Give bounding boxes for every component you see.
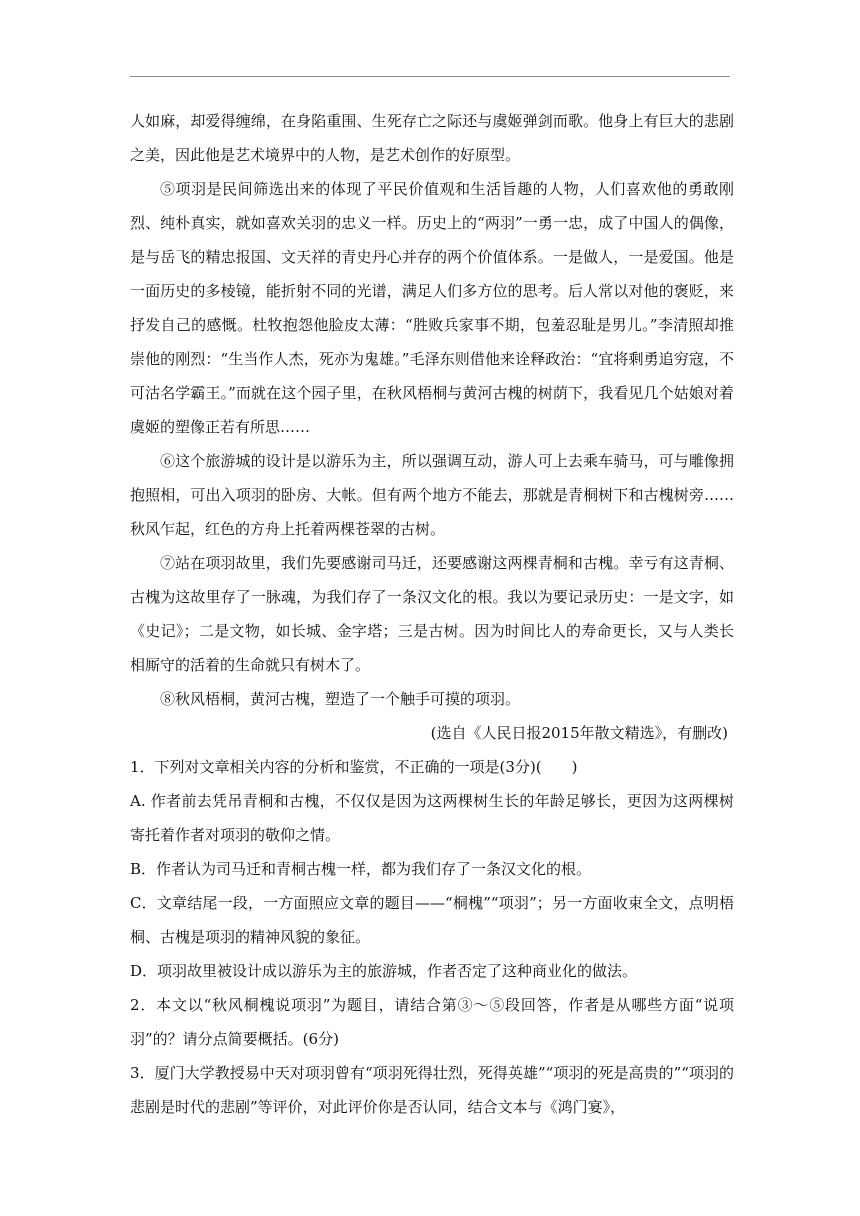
header-rule <box>130 76 730 77</box>
paragraph-6: ⑥这个旅游城的设计是以游乐为主，所以强调互动，游人可上去乘车骑马，可与雕像拥抱照相，可出入项羽的卧房、大帐。但有两个地方不能去，那就是青桐树下和古槐树旁……秋风乍起，红色的方舟上托着两棵苍翠的古树。 <box>130 452 734 538</box>
paragraph-5: ⑤项羽是民间筛选出来的体现了平民价值观和生活旨趣的人物，人们喜欢他的勇敢刚烈、纯朴真实，就如喜欢关羽的忠义一样。历史上的“两羽”一勇一忠，成了中国人的偶像，是与岳飞的精忠报国、文天祥的青史丹心并存的两个价值体系。一是做人，一是爱国。他是一面历史的多棱镜，能折射不同的光谱，满足人们多方位的思考。后人常以对他的褒贬，来抒发自己的感慨。杜牧抱怨他脸皮太薄：“胜败兵家事不期，包羞忍耻是男儿。”李清照却推崇他的刚烈：“生当作人杰，死亦为鬼雄。”毛泽东则借他来诠释政治：“宜将剩勇追穷寇，不可沽名学霸王。”而就在这个园子里，在秋风梧桐与黄河古槐的树荫下，我看见几个姑娘对着虞姬的塑像正若有所思…… <box>130 180 734 436</box>
question-1-option-d: D．项羽故里被设计成以游乐为主的旅游城，作者否定了这种商业化的做法。 <box>130 962 638 980</box>
question-1-option-b: B．作者认为司马迁和青桐古槐一样，都为我们存了一条汉文化的根。 <box>130 860 592 878</box>
question-1-option-c: C．文章结尾一段，一方面照应文章的题目——“桐槐”“项羽”；另一方面收束全文，点明梧桐、古槐是项羽的精神风貌的象征。 <box>130 894 734 946</box>
paragraph-continued: 人如麻，却爱得缠绵，在身陷重围、生死存亡之际还与虞姬弹剑而歌。他身上有巨大的悲剧之美，因此他是艺术境界中的人物，是艺术创作的好原型。 <box>130 112 734 164</box>
source-citation: (选自《人民日报2015年散文精选》，有删改) <box>430 724 728 742</box>
question-1-option-a: A. 作者前去凭吊青桐和古槐，不仅仅是因为这两棵树生长的年龄足够长，更因为这两棵树寄托着作者对项羽的敬仰之情。 <box>130 792 734 844</box>
paragraph-7: ⑦站在项羽故里，我们先要感谢司马迁，还要感谢这两棵青桐和古槐。幸亏有这青桐、古槐为这故里存了一脉魂，为我们存了一条汉文化的根。我以为要记录历史：一是文字，如《史记》；二是文物，如长城、金字塔；三是古树。因为时间比人的寿命更长，又与人类长相厮守的活着的生命就只有树木了。 <box>130 554 734 674</box>
paragraph-8: ⑧秋风梧桐，黄河古槐，塑造了一个触手可摸的项羽。 <box>160 690 521 708</box>
question-2: 2．本文以“秋风桐槐说项羽”为题目，请结合第③～⑤段回答，作者是从哪些方面“说项羽”的？请分点简要概括。(6分) <box>130 996 734 1048</box>
question-1-stem: 1．下列对文章相关内容的分析和鉴赏，不正确的一项是(3分)( ) <box>130 758 578 776</box>
question-3: 3．厦门大学教授易中天对项羽曾有“项羽死得壮烈，死得英雄”“项羽的死是高贵的”“项羽的悲剧是时代的悲剧”等评价，对此评价你是否认同，结合文本与《鸿门宴》， <box>130 1064 734 1116</box>
document-page <box>130 104 734 1124</box>
